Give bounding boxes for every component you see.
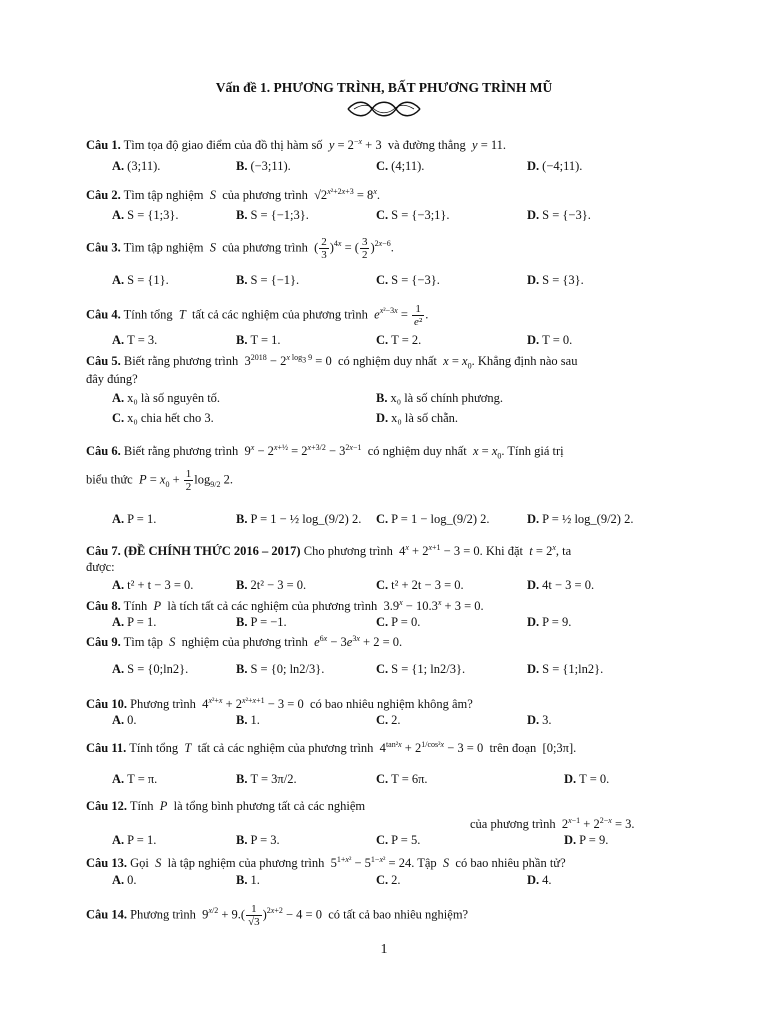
option-11c[interactable]: C. T = 6π.: [376, 772, 428, 786]
option-4c[interactable]: C. T = 2.: [376, 333, 422, 347]
option-6d[interactable]: D. P = ½ log_(9/2) 2.: [527, 512, 634, 526]
option-11a[interactable]: A. T = π.: [112, 772, 158, 786]
option-2b[interactable]: B. S = {−1;3}.: [236, 208, 309, 222]
option-1c[interactable]: C. (4;11).: [376, 159, 425, 173]
question-2: Câu 2. Tìm tập nghiệm S của phương trình $√2^{x^2+2x+3} = 8^x$.: [86, 187, 380, 203]
option-2a[interactable]: A. S = {1;3}.: [112, 208, 179, 222]
option-13b[interactable]: B. 1.: [236, 873, 260, 887]
question-8: Câu 8. Tính P là tích tất cả các nghiệm của phương trình $3.9^x - 10.3^x + 3 = 0$.: [86, 598, 484, 614]
decorative-ornament-icon: [344, 98, 424, 120]
option-3d[interactable]: D. S = {3}.: [527, 273, 584, 287]
question-7-line2: được:: [86, 560, 115, 574]
option-12a[interactable]: A. P = 1.: [112, 833, 157, 847]
question-6: Câu 6. Biết rằng phương trình $9^x - 2^{x+\frac{1}{2}} = 2^{x+3/2} - 3^{2x-1}$ có nghiệm duy nhất $x = x_0$. Tính giá trị: [86, 443, 564, 461]
option-1b[interactable]: B. (−3;11).: [236, 159, 291, 173]
question-6-line2: biểu thức $P = x_0$ + $\frac{1}{2}$ $\log_{9/2} 2$.: [86, 468, 233, 493]
option-12c[interactable]: C. P = 5.: [376, 833, 421, 847]
option-6a[interactable]: A. P = 1.: [112, 512, 157, 526]
option-9a[interactable]: A. S = {0;ln2}.: [112, 662, 189, 676]
option-13d[interactable]: D. 4.: [527, 873, 552, 887]
question-1: Câu 1. Tìm tọa độ giao điểm của đồ thị hàm số $y = 2^{-x} + 3$ và đường thẳng y = 11.: [86, 137, 507, 153]
question-7: Câu 7. (ĐỀ CHÍNH THỨC 2016 – 2017) Cho phương trình $4^x + 2^{x+1} - 3 = 0$. Khi đặt $t = 2^x$, ta: [86, 543, 572, 559]
question-14: Câu 14. Phương trình $9^{x/2} + 9$.( $\frac{1}{√3}$ )$^{2x+2}$ − 4 = 0 có tất cả bao nhiêu nghiệm?: [86, 903, 469, 928]
option-7c[interactable]: C. t² + 2t − 3 = 0.: [376, 578, 464, 592]
question-13: Câu 13. Gọi S là tập nghiệm của phương trình $5^{1+x^2} - 5^{1-x^2} = 24$. Tập S có bao nhiêu phần tử?: [86, 855, 566, 871]
option-7d[interactable]: D. 4t − 3 = 0.: [527, 578, 595, 592]
question-12-line2: của phương trình $2^{x-1} + 2^{2-x} = 3$.: [470, 816, 635, 832]
question-5-line2: đây đúng?: [86, 372, 138, 386]
option-8b[interactable]: B. P = −1.: [236, 615, 287, 629]
option-9c[interactable]: C. S = {1; ln2/3}.: [376, 662, 466, 676]
page-number: 1: [380, 942, 388, 957]
option-5b[interactable]: B. x₀ là số chính phương.: [376, 391, 503, 405]
option-12d[interactable]: D. P = 9.: [564, 833, 609, 847]
option-8a[interactable]: A. P = 1.: [112, 615, 157, 629]
option-8c[interactable]: C. P = 0.: [376, 615, 421, 629]
question-4: Câu 4. Tính tổng T tất cả các nghiệm của phương trình $e^{x^2-3x}$ = $\frac{1}{\text{e²}}$ .: [86, 303, 429, 328]
option-3c[interactable]: C. S = {−3}.: [376, 273, 440, 287]
question-10: Câu 10. Phương trình $4^{x^2+x} + 2^{x^2+x+1} - 3 = 0$ có bao nhiêu nghiệm không âm?: [86, 696, 473, 712]
option-12b[interactable]: B. P = 3.: [236, 833, 280, 847]
option-7b[interactable]: B. 2t² − 3 = 0.: [236, 578, 307, 592]
question-3: Câu 3. Tìm tập nghiệm S của phương trình ( $\frac{2}{3}$ )$^{4x}$ = ( $\frac{3}{2}$ )$^{2x-6}$.: [86, 236, 394, 261]
option-6b[interactable]: B. P = 1 − ½ log_(9/2) 2.: [236, 512, 362, 526]
option-11d[interactable]: D. T = 0.: [564, 772, 610, 786]
option-2c[interactable]: C. S = {−3;1}.: [376, 208, 450, 222]
option-10b[interactable]: B. 1.: [236, 713, 260, 727]
option-9d[interactable]: D. S = {1;ln2}.: [527, 662, 604, 676]
option-10a[interactable]: A. 0.: [112, 713, 137, 727]
option-7a[interactable]: A. t² + t − 3 = 0.: [112, 578, 194, 592]
question-5: Câu 5. Biết rằng phương trình $3^{2018} - 2^{x log_3 9} = 0$ có nghiệm duy nhất $x = x_0$. Khẳng định nào sau: [86, 353, 578, 371]
option-2d[interactable]: D. S = {−3}.: [527, 208, 591, 222]
option-5d[interactable]: D. x₀ là số chẵn.: [376, 411, 458, 425]
option-10c[interactable]: C. 2.: [376, 713, 401, 727]
question-9: Câu 9. Tìm tập S nghiệm của phương trình $e^{6x} - 3e^{3x} + 2 = 0$.: [86, 634, 403, 650]
option-4b[interactable]: B. T = 1.: [236, 333, 281, 347]
option-13c[interactable]: C. 2.: [376, 873, 401, 887]
option-1a[interactable]: A. (3;11).: [112, 159, 161, 173]
option-5a[interactable]: A. x₀ là số nguyên tố.: [112, 391, 221, 405]
option-3b[interactable]: B. S = {−1}.: [236, 273, 300, 287]
option-13a[interactable]: A. 0.: [112, 873, 137, 887]
option-9b[interactable]: B. S = {0; ln2/3}.: [236, 662, 325, 676]
option-6c[interactable]: C. P = 1 − log_(9/2) 2.: [376, 512, 490, 526]
option-3a[interactable]: A. S = {1}.: [112, 273, 169, 287]
page-title: Vấn đề 1. PHƯƠNG TRÌNH, BẤT PHƯƠNG TRÌNH MŨ: [215, 80, 553, 95]
question-11: Câu 11. Tính tổng T tất cả các nghiệm của phương trình $4^{tan^2x} + 2^{1/cos^2x} - 3 = 0$ trên đoạn [0;3π].: [86, 740, 577, 756]
option-8d[interactable]: D. P = 9.: [527, 615, 572, 629]
option-1d[interactable]: D. (−4;11).: [527, 159, 583, 173]
option-5c[interactable]: C. x₀ chia hết cho 3.: [112, 411, 214, 425]
option-4d[interactable]: D. T = 0.: [527, 333, 573, 347]
option-4a[interactable]: A. T = 3.: [112, 333, 158, 347]
option-10d[interactable]: D. 3.: [527, 713, 552, 727]
option-11b[interactable]: B. T = 3π/2.: [236, 772, 297, 786]
question-12: Câu 12. Tính P là tổng bình phương tất cả các nghiệm: [86, 799, 366, 813]
